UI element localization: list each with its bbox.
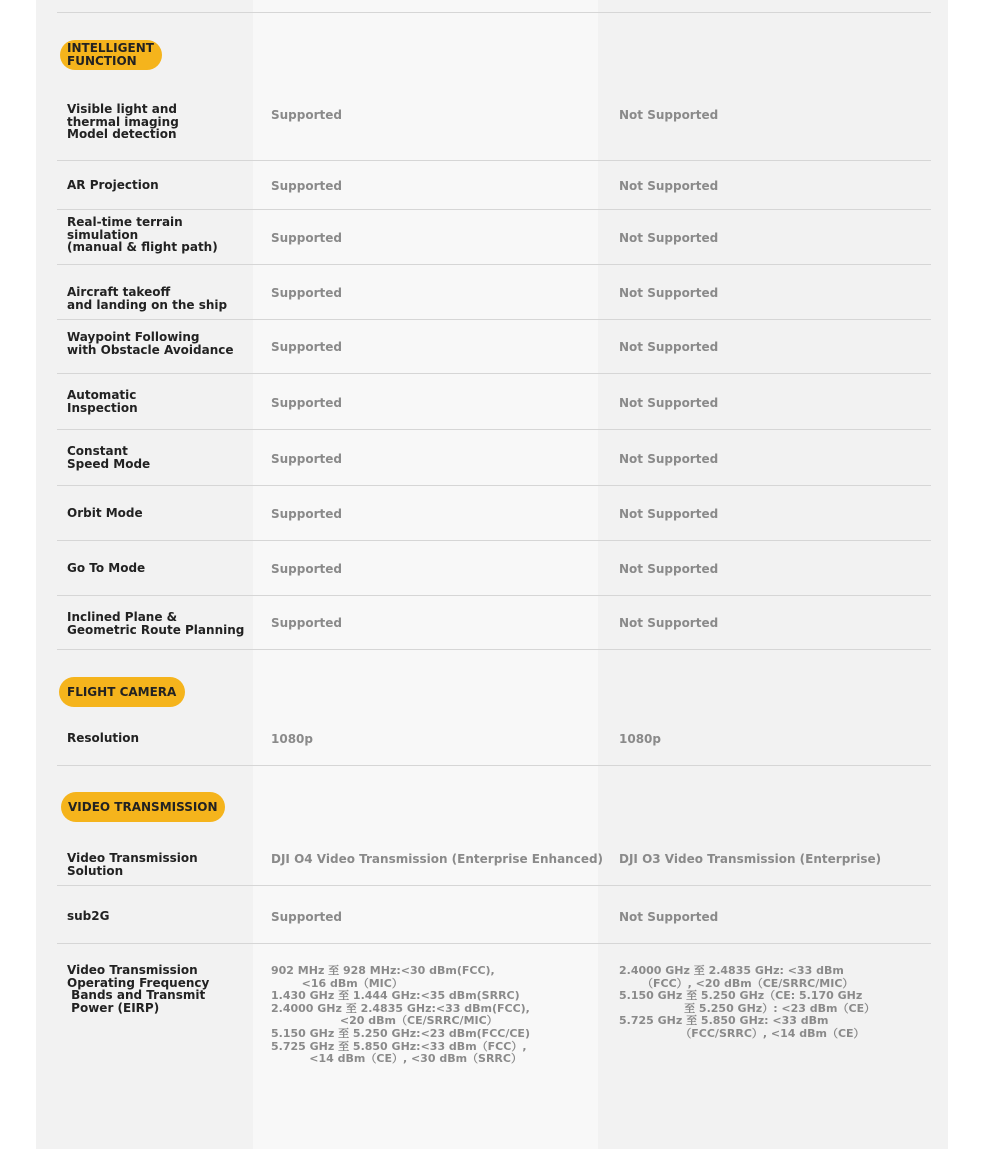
ship-takeoff-col1: Supported (271, 286, 342, 300)
row-label-orbit (67, 507, 247, 520)
section-badge-flight-camera (59, 677, 185, 707)
row-label-ship-takeoff (67, 286, 247, 311)
model-detection-col1: Supported (271, 108, 342, 122)
section-badge-line: VIDEO TRANSMISSION (68, 799, 218, 814)
value-line: （FCC/SRRC）, <14 dBm（CE） (619, 1026, 865, 1040)
resolution-col1: 1080p (271, 732, 313, 746)
row-divider (57, 319, 931, 320)
row-label-sub2g (67, 910, 247, 923)
value-line: 2.4000 GHz 至 2.4835 GHz:<33 dBm(FCC), (271, 1001, 530, 1015)
label-line: Speed Mode (67, 456, 151, 471)
row-divider (57, 373, 931, 374)
row-label-resolution (67, 732, 247, 745)
label-line: Go To Mode (67, 561, 146, 575)
value-line: 902 MHz 至 928 MHz:<30 dBm(FCC), (271, 964, 495, 977)
row-divider (57, 429, 931, 430)
value-line: 5.150 GHz 至 5.250 GHz（CE: 5.170 GHz (619, 989, 863, 1003)
section-badge-line: FUNCTION (67, 54, 137, 68)
row-divider (57, 595, 931, 596)
resolution-col2: 1080p (619, 732, 661, 746)
label-line: sub2G (67, 909, 110, 923)
section-badge-video-transmission (61, 792, 225, 822)
eirp-col2 (619, 965, 875, 1041)
label-line: Orbit Mode (67, 506, 143, 520)
value-line: <20 dBm（CE/SRRC/MIC） (271, 1014, 498, 1028)
value-line: 5.725 GHz 至 5.850 GHz: <33 dBm (619, 1014, 829, 1028)
row-divider (57, 885, 931, 886)
waypoint-col2: Not Supported (619, 340, 719, 354)
value-line: <14 dBm（CE）, <30 dBm（SRRC） (271, 1052, 522, 1066)
label-line: Waypoint Following (67, 330, 200, 344)
label-line: Power (EIRP) (67, 1000, 160, 1015)
value-line: 至 5.250 GHz）: <23 dBm（CE） (619, 1001, 876, 1015)
row-label-ar-projection (67, 179, 247, 192)
constant-speed-col2: Not Supported (619, 452, 719, 466)
row-label-vt-solution (67, 852, 247, 877)
auto-inspection-col1: Supported (271, 396, 342, 410)
model-detection-col2: Not Supported (619, 108, 719, 122)
label-line: (manual & flight path) (67, 240, 218, 255)
row-label-waypoint (67, 331, 247, 356)
section-badge-intelligent-function (60, 40, 162, 70)
orbit-col2: Not Supported (619, 507, 719, 521)
eirp-col1 (271, 965, 530, 1066)
section-badge-line: FLIGHT CAMERA (67, 684, 177, 699)
row-divider (57, 160, 931, 161)
label-line: Model detection (67, 127, 177, 142)
label-line: Constant (67, 444, 128, 458)
sub2g-col1: Supported (271, 910, 342, 924)
label-line: Aircraft takeoff (67, 285, 171, 299)
value-line: 1.430 GHz 至 1.444 GHz:<35 dBm(SRRC) (271, 989, 520, 1003)
row-divider (57, 12, 931, 13)
value-line: <16 dBm（MIC） (271, 976, 403, 990)
row-label-model-detection (67, 103, 247, 141)
label-line: AR Projection (67, 178, 159, 192)
waypoint-col1: Supported (271, 340, 342, 354)
ship-takeoff-col2: Not Supported (619, 286, 719, 300)
label-line: Visible light and (67, 102, 177, 116)
go-to-col2: Not Supported (619, 562, 719, 576)
value-line: 5.725 GHz 至 5.850 GHz:<33 dBm（FCC）, (271, 1039, 527, 1053)
label-line: with Obstacle Avoidance (67, 342, 234, 357)
value-line: （FCC）, <20 dBm（CE/SRRC/MIC） (619, 976, 854, 990)
label-line: Solution (67, 863, 124, 878)
row-label-go-to (67, 562, 247, 575)
row-divider (57, 540, 931, 541)
terrain-simulation-col1: Supported (271, 231, 342, 245)
label-line: Geometric Route Planning (67, 622, 245, 637)
row-divider (57, 943, 931, 944)
row-label-constant-speed (67, 445, 247, 470)
row-divider (57, 209, 931, 210)
value-line: 5.150 GHz 至 5.250 GHz:<23 dBm(FCC/CE) (271, 1026, 530, 1040)
row-divider (57, 765, 931, 766)
ar-projection-col1: Supported (271, 179, 342, 193)
label-line: Real-time terrain (67, 215, 183, 229)
value-line: 2.4000 GHz 至 2.4835 GHz: <33 dBm (619, 964, 844, 977)
label-line: Bands and Transmit (67, 988, 206, 1003)
label-line: Automatic (67, 388, 137, 402)
label-line: Inspection (67, 400, 138, 415)
label-line: Video Transmission (67, 963, 198, 977)
row-label-inclined-plane (67, 611, 247, 636)
label-line: thermal imaging (67, 114, 179, 129)
row-label-auto-inspection (67, 389, 247, 414)
constant-speed-col1: Supported (271, 452, 342, 466)
label-line: Resolution (67, 731, 140, 745)
vt-solution-col2: DJI O3 Video Transmission (Enterprise) (619, 852, 882, 866)
row-label-terrain-simulation (67, 216, 247, 254)
label-line: Operating Frequency (67, 975, 210, 990)
row-label-eirp (67, 964, 247, 1014)
label-line: simulation (67, 227, 139, 242)
orbit-col1: Supported (271, 507, 342, 521)
inclined-plane-col1: Supported (271, 616, 342, 630)
ar-projection-col2: Not Supported (619, 179, 719, 193)
row-divider (57, 649, 931, 650)
auto-inspection-col2: Not Supported (619, 396, 719, 410)
inclined-plane-col2: Not Supported (619, 616, 719, 630)
section-badge-line: INTELLIGENT (67, 41, 154, 55)
row-divider (57, 485, 931, 486)
label-line: Inclined Plane & (67, 610, 178, 624)
label-line: and landing on the ship (67, 297, 228, 312)
row-divider (57, 264, 931, 265)
go-to-col1: Supported (271, 562, 342, 576)
vt-solution-col1: DJI O4 Video Transmission (Enterprise Enhanced) (271, 852, 604, 866)
label-line: Video Transmission (67, 851, 198, 865)
terrain-simulation-col2: Not Supported (619, 231, 719, 245)
sub2g-col2: Not Supported (619, 910, 719, 924)
